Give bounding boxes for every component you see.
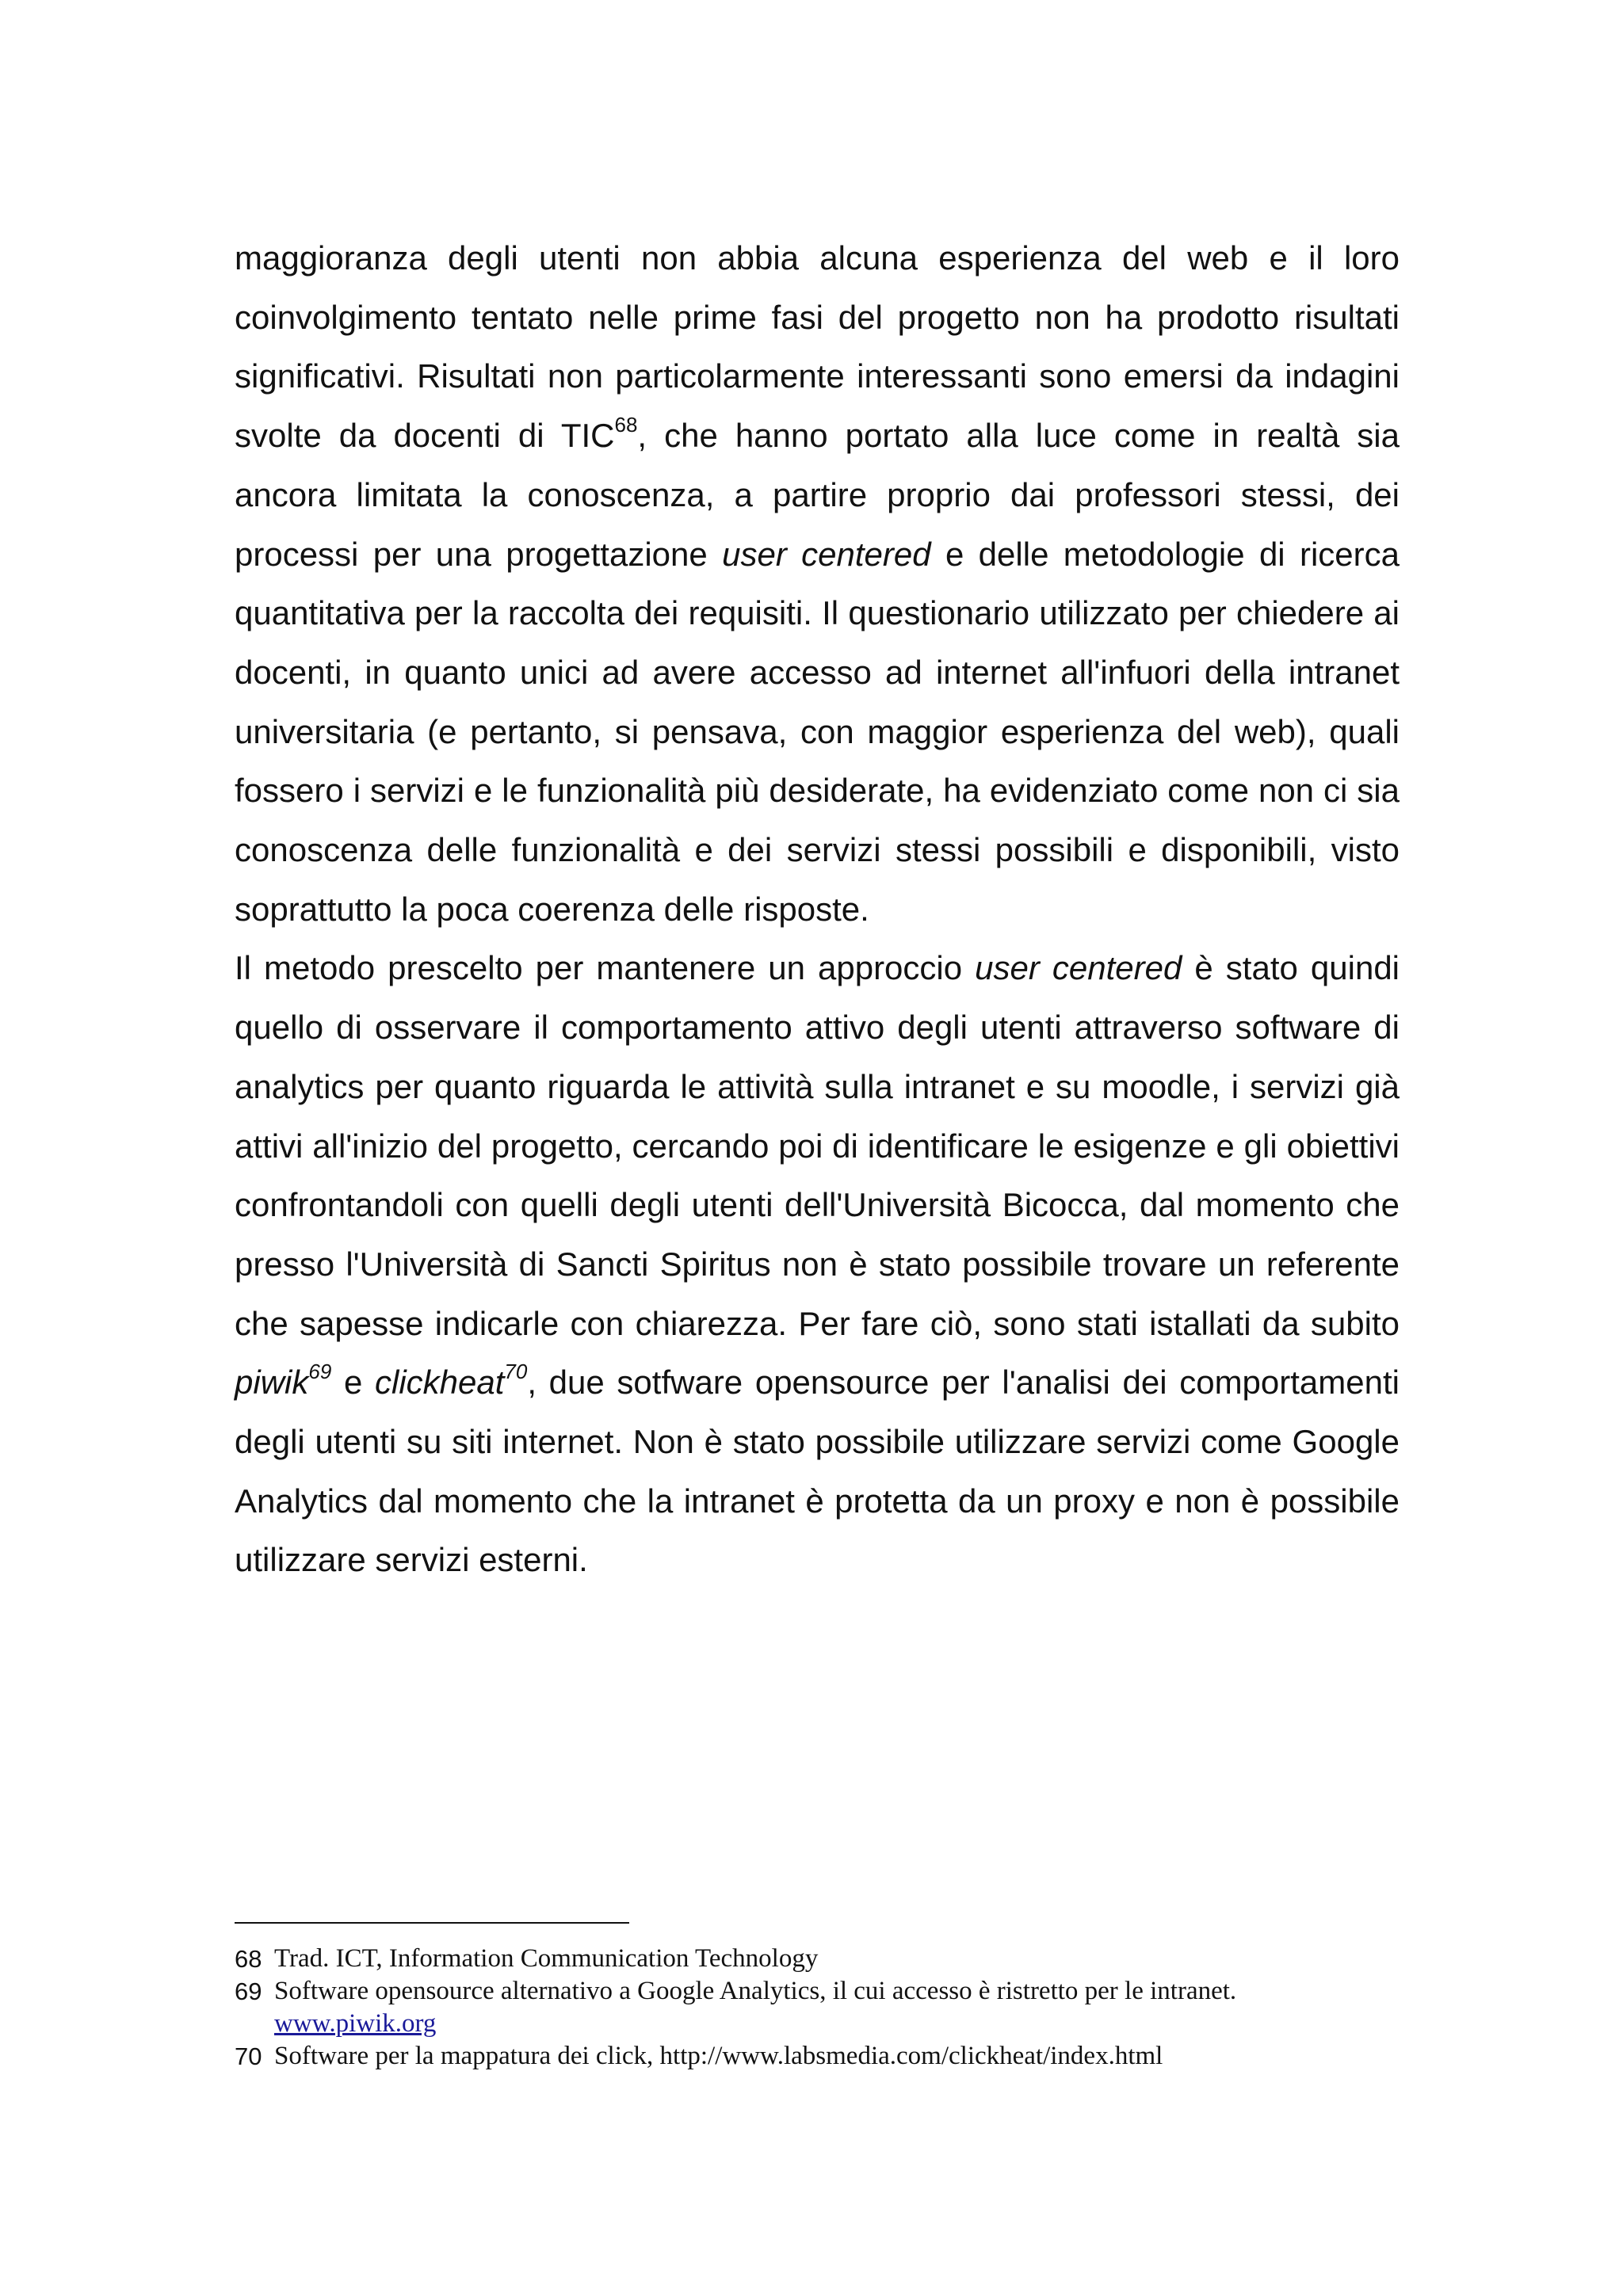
footnotes-list [235,1943,1423,2073]
italic-term-piwik: piwik [235,1363,309,1402]
piwik-link[interactable]: www.piwik.org [274,2009,437,2038]
footnote-divider [235,1922,629,1924]
italic-term-clickheat: clickheat [375,1363,505,1402]
paragraph-2-text: è stato quindi quello di osservare il comportamento attivo degli utenti attraverso software di analytics per quanto riguarda le attività sulla intranet e su moodle, i servizi già attivi all'inizio del progetto, cercando poi di identificare le esigenze e gli obiettivi confrontandoli con quelli degli utenti dell'Università Bicocca, dal momento che presso l'Università di Sancti Spiritus non è stato possibile trovare un referente che sapesse indicarle con chiarezza. Per fare ciò, sono stati istallati da subito [235,949,1400,1342]
paragraph-1 [235,229,1400,939]
italic-term: user centered [722,535,931,573]
footnote-ref-68[interactable]: 68 [614,413,638,437]
footnote-number: 69 [235,1978,262,2005]
footnote-text-content: Trad. ICT, Information Communication Technology [274,1944,819,1973]
main-text [235,229,1400,1590]
paragraph-1-text: , che hanno portato alla luce come in realtà sia ancora limitata la conoscenza, a partire proprio dai professori stessi, dei processi per una progettazione [235,417,1400,573]
paragraph-2-text: , due sotfware opensource per l'analisi dei comportamenti degli utenti su siti internet. Non è stato possibile utilizzare servizi come Google Analytics dal momento che la intranet è protetta da un proxy e non è possibile utilizzare servizi esterni. [235,1363,1400,1579]
footnote-70 [235,2040,1423,2073]
footnote-ref-number: 70 [504,1360,528,1384]
footnote-text [274,1943,1423,1975]
footnote-ref-70[interactable] [504,1360,527,1383]
footnote-text-content: Software opensource alternativo a Google Analytics, il cui accesso è ristretto per le intranet. [274,1977,1237,2005]
footnote-text [274,1975,1423,2040]
paragraph-1-text: e delle metodologie di ricerca quantitativa per la raccolta dei requisiti. Il questionario utilizzato per chiedere ai docenti, in quanto unici ad avere accesso ad internet all'infuori della intranet universitaria (e pertanto, si pensava, con maggior esperienza del web), quali fossero i servizi e le funzionalità più desiderate, ha evidenziato come non ci sia conoscenza delle funzionalità e dei servizi stessi possibili e disponibili, visto soprattutto la poca coerenza delle risposte. [235,535,1400,928]
paragraph-2-text: e [331,1363,375,1402]
footnote-text-content: Software per la mappatura dei click, http://www.labsmedia.com/clickheat/index.html [274,2042,1163,2070]
paragraph-2-text: Il metodo prescelto per mantenere un approccio [235,949,976,987]
paragraph-1-text: maggioranza degli utenti non abbia alcuna esperienza del web e il loro coinvolgimento tentato nelle prime fasi del progetto non ha prodotto risultati significativi. Risultati non particolarmente interessanti sono emersi da indagini svolte da docenti di TIC [235,239,1400,455]
footnote-number: 68 [235,1945,262,1973]
footnote-ref-69[interactable] [308,1360,331,1383]
italic-term: user centered [975,949,1182,987]
footnote-number: 70 [235,2042,262,2070]
footnote-69 [235,1975,1423,2040]
paragraph-2 [235,939,1400,1590]
footnote-text [274,2040,1423,2073]
footnote-ref-number: 69 [308,1360,332,1384]
footnote-68 [235,1943,1423,1975]
